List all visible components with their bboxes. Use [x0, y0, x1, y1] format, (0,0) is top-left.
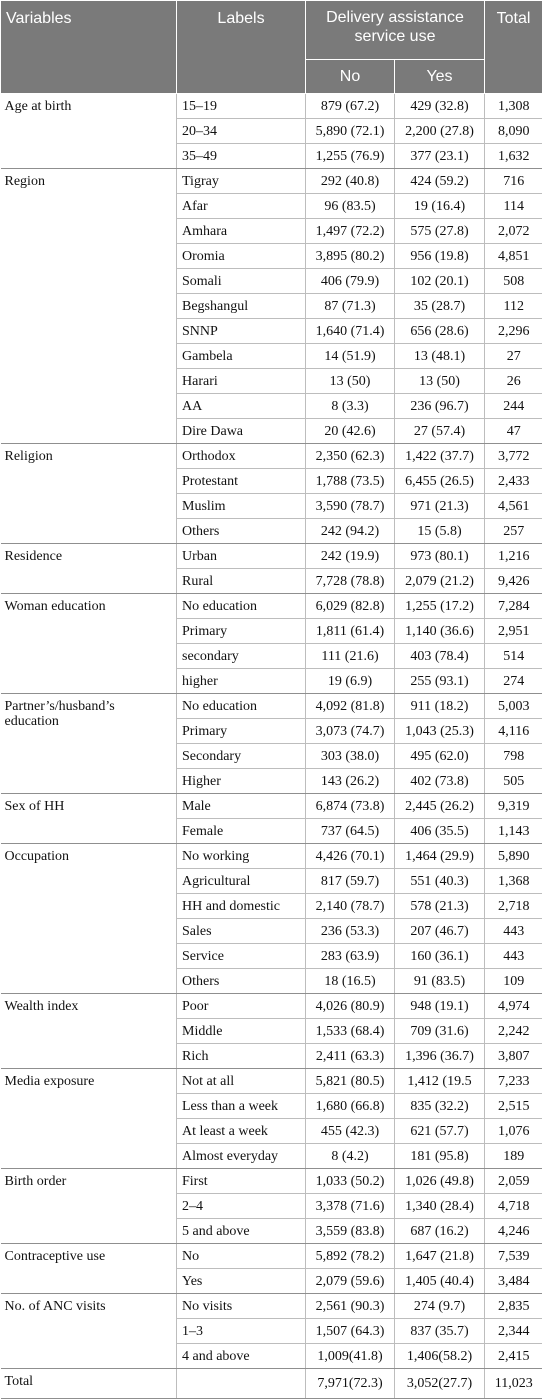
label-cell: 35–49 [177, 144, 306, 169]
no-count-cell: 143 (26.2) [306, 769, 395, 794]
no-count-cell: 8 (4.2) [306, 1144, 395, 1169]
yes-count-cell: 956 (19.8) [395, 244, 485, 269]
yes-count-cell: 27 (57.4) [395, 419, 485, 444]
yes-count-cell: 1,464 (29.9) [395, 844, 485, 869]
no-count-cell: 2,079 (59.6) [306, 1269, 395, 1294]
variable-cell: Age at birth [1, 94, 177, 169]
no-count-cell: 1,507 (64.3) [306, 1319, 395, 1344]
no-count-cell: 2,350 (62.3) [306, 444, 395, 469]
no-count-cell: 879 (67.2) [306, 94, 395, 119]
label-cell: secondary [177, 644, 306, 669]
label-cell: Muslim [177, 494, 306, 519]
no-count-cell: 242 (94.2) [306, 519, 395, 544]
no-count-cell: 3,378 (71.6) [306, 1194, 395, 1219]
total-cell: 4,116 [485, 719, 542, 744]
yes-count-cell: 13 (50) [395, 369, 485, 394]
total-cell: 9,319 [485, 794, 542, 819]
yes-count-cell: 1,396 (36.7) [395, 1044, 485, 1069]
label-cell: Oromia [177, 244, 306, 269]
yes-count-cell: 377 (23.1) [395, 144, 485, 169]
yes-count-cell: 91 (83.5) [395, 969, 485, 994]
no-count-cell: 303 (38.0) [306, 744, 395, 769]
yes-count-cell: 656 (28.6) [395, 319, 485, 344]
label-cell: Service [177, 944, 306, 969]
yes-count-cell: 1,405 (40.4) [395, 1269, 485, 1294]
variable-cell: Woman education [1, 594, 177, 694]
total-cell: 257 [485, 519, 542, 544]
total-cell: 2,515 [485, 1094, 542, 1119]
total-cell: 112 [485, 294, 542, 319]
yes-count-cell: 621 (57.7) [395, 1119, 485, 1144]
total-cell: 2,059 [485, 1169, 542, 1194]
label-cell: Others [177, 969, 306, 994]
label-cell: Secondary [177, 744, 306, 769]
table-row [1, 694, 542, 719]
label-cell: Harari [177, 369, 306, 394]
yes-count-cell: 551 (40.3) [395, 869, 485, 894]
variable-cell: No. of ANC visits [1, 1294, 177, 1369]
variable-cell: Region [1, 169, 177, 444]
total-cell: 109 [485, 969, 542, 994]
total-cell: 443 [485, 944, 542, 969]
label-cell: Agricultural [177, 869, 306, 894]
table-body [1, 94, 542, 1399]
total-cell: 4,851 [485, 244, 542, 269]
label-cell: Begshangul [177, 294, 306, 319]
label-cell: SNNP [177, 319, 306, 344]
total-cell: 8,090 [485, 119, 542, 144]
no-count-cell: 8 (3.3) [306, 394, 395, 419]
yes-count-cell: 2,445 (26.2) [395, 794, 485, 819]
total-cell: 1,368 [485, 869, 542, 894]
table-row [1, 94, 542, 119]
label-cell: At least a week [177, 1119, 306, 1144]
yes-count-cell: 575 (27.8) [395, 219, 485, 244]
no-count-cell: 292 (40.8) [306, 169, 395, 194]
no-count-cell: 2,140 (78.7) [306, 894, 395, 919]
table-row [1, 544, 542, 569]
yes-count-cell: 1,340 (28.4) [395, 1194, 485, 1219]
no-count-cell: 20 (42.6) [306, 419, 395, 444]
yes-count-cell: 19 (16.4) [395, 194, 485, 219]
label-cell: HH and domestic [177, 894, 306, 919]
no-count-cell: 283 (63.9) [306, 944, 395, 969]
no-count-cell: 4,026 (80.9) [306, 994, 395, 1019]
yes-count-cell: 429 (32.8) [395, 94, 485, 119]
label-cell: No [177, 1244, 306, 1269]
label-cell: Almost everyday [177, 1144, 306, 1169]
table-row [1, 1069, 542, 1094]
no-count-cell: 96 (83.5) [306, 194, 395, 219]
total-cell: 9,426 [485, 569, 542, 594]
label-cell: No visits [177, 1294, 306, 1319]
total-cell: 27 [485, 344, 542, 369]
table-row [1, 794, 542, 819]
header-delivery-assistance: Delivery assistance service use [306, 1, 485, 60]
table-row [1, 169, 542, 194]
no-count-cell: 242 (19.9) [306, 544, 395, 569]
label-cell: First [177, 1169, 306, 1194]
total-cell: 2,415 [485, 1344, 542, 1369]
yes-count-cell: 709 (31.6) [395, 1019, 485, 1044]
no-count-cell: 2,411 (63.3) [306, 1044, 395, 1069]
yes-count-cell: 2,200 (27.8) [395, 119, 485, 144]
label-cell: Sales [177, 919, 306, 944]
no-count-cell: 2,561 (90.3) [306, 1294, 395, 1319]
variable-cell: Occupation [1, 844, 177, 994]
variable-cell: Contraceptive use [1, 1244, 177, 1294]
yes-count-cell: 236 (96.7) [395, 394, 485, 419]
label-cell: Middle [177, 1019, 306, 1044]
label-cell: Higher [177, 769, 306, 794]
label-cell: Dire Dawa [177, 419, 306, 444]
no-count-cell: 236 (53.3) [306, 919, 395, 944]
yes-count-cell: 835 (32.2) [395, 1094, 485, 1119]
no-count-cell: 3,559 (83.8) [306, 1219, 395, 1244]
label-cell: No working [177, 844, 306, 869]
total-cell: 47 [485, 419, 542, 444]
label-cell: Tigray [177, 169, 306, 194]
total-cell: 798 [485, 744, 542, 769]
total-cell: 26 [485, 369, 542, 394]
label-cell: Protestant [177, 469, 306, 494]
label-cell: 1–3 [177, 1319, 306, 1344]
variable-cell: Media exposure [1, 1069, 177, 1169]
total-cell: 244 [485, 394, 542, 419]
no-count-cell: 5,821 (80.5) [306, 1069, 395, 1094]
total-cell: 443 [485, 919, 542, 944]
label-cell: Rich [177, 1044, 306, 1069]
label-cell: Poor [177, 994, 306, 1019]
label-cell: 20–34 [177, 119, 306, 144]
table-row [1, 1169, 542, 1194]
no-count-cell: 6,029 (82.8) [306, 594, 395, 619]
total-cell: 4,974 [485, 994, 542, 1019]
yes-count-cell: 1,255 (17.2) [395, 594, 485, 619]
label-cell: Male [177, 794, 306, 819]
yes-count-cell: 973 (80.1) [395, 544, 485, 569]
total-cell: 3,807 [485, 1044, 542, 1069]
label-cell: Gambela [177, 344, 306, 369]
no-count-cell: 1,497 (72.2) [306, 219, 395, 244]
yes-count-cell: 102 (20.1) [395, 269, 485, 294]
yes-count-cell: 15 (5.8) [395, 519, 485, 544]
yes-count-cell: 837 (35.7) [395, 1319, 485, 1344]
total-cell: 716 [485, 169, 542, 194]
yes-count-cell: 402 (73.8) [395, 769, 485, 794]
total-cell: 274 [485, 669, 542, 694]
label-cell: higher [177, 669, 306, 694]
yes-count-cell: 1,647 (21.8) [395, 1244, 485, 1269]
total-cell: 4,246 [485, 1219, 542, 1244]
total-cell: 2,072 [485, 219, 542, 244]
table-row [1, 844, 542, 869]
no-count-cell: 7,971(72.3) [306, 1369, 395, 1399]
label-cell: Primary [177, 719, 306, 744]
no-count-cell: 18 (16.5) [306, 969, 395, 994]
total-cell: 1,308 [485, 94, 542, 119]
total-cell: 5,890 [485, 844, 542, 869]
label-cell: Yes [177, 1269, 306, 1294]
table-row [1, 1294, 542, 1319]
label-cell: 15–19 [177, 94, 306, 119]
yes-count-cell: 424 (59.2) [395, 169, 485, 194]
no-count-cell: 406 (79.9) [306, 269, 395, 294]
total-cell: 189 [485, 1144, 542, 1169]
yes-count-cell: 181 (95.8) [395, 1144, 485, 1169]
yes-count-cell: 3,052(27.7) [395, 1369, 485, 1399]
total-cell: 4,718 [485, 1194, 542, 1219]
variable-cell: Wealth index [1, 994, 177, 1069]
yes-count-cell: 255 (93.1) [395, 669, 485, 694]
total-cell: 3,484 [485, 1269, 542, 1294]
label-cell: AA [177, 394, 306, 419]
total-cell: 1,216 [485, 544, 542, 569]
total-cell: 2,433 [485, 469, 542, 494]
variable-cell: Partner’s/husband’s education [1, 694, 177, 794]
label-cell: Not at all [177, 1069, 306, 1094]
total-cell: 2,835 [485, 1294, 542, 1319]
table-row [1, 1369, 542, 1399]
yes-count-cell: 274 (9.7) [395, 1294, 485, 1319]
label-cell: 4 and above [177, 1344, 306, 1369]
label-cell: Less than a week [177, 1094, 306, 1119]
yes-count-cell: 160 (36.1) [395, 944, 485, 969]
yes-count-cell: 207 (46.7) [395, 919, 485, 944]
no-count-cell: 3,590 (78.7) [306, 494, 395, 519]
label-cell: No education [177, 594, 306, 619]
label-cell: Urban [177, 544, 306, 569]
label-cell: Orthodox [177, 444, 306, 469]
total-cell: 2,242 [485, 1019, 542, 1044]
total-cell: 1,143 [485, 819, 542, 844]
total-cell: 1,076 [485, 1119, 542, 1144]
no-count-cell: 1,033 (50.2) [306, 1169, 395, 1194]
yes-count-cell: 948 (19.1) [395, 994, 485, 1019]
header-total: Total [485, 1, 542, 94]
yes-count-cell: 13 (48.1) [395, 344, 485, 369]
total-cell: 3,772 [485, 444, 542, 469]
total-cell: 508 [485, 269, 542, 294]
label-cell: Somali [177, 269, 306, 294]
label-cell: Amhara [177, 219, 306, 244]
no-count-cell: 4,426 (70.1) [306, 844, 395, 869]
yes-count-cell: 35 (28.7) [395, 294, 485, 319]
label-cell: Rural [177, 569, 306, 594]
no-count-cell: 5,890 (72.1) [306, 119, 395, 144]
total-cell: 1,632 [485, 144, 542, 169]
yes-count-cell: 971 (21.3) [395, 494, 485, 519]
variable-cell: Total [1, 1369, 177, 1399]
total-cell: 2,296 [485, 319, 542, 344]
no-count-cell: 1,255 (76.9) [306, 144, 395, 169]
label-cell [177, 1369, 306, 1399]
label-cell: 5 and above [177, 1219, 306, 1244]
no-count-cell: 817 (59.7) [306, 869, 395, 894]
no-count-cell: 1,788 (73.5) [306, 469, 395, 494]
yes-count-cell: 911 (18.2) [395, 694, 485, 719]
table-row [1, 594, 542, 619]
no-count-cell: 737 (64.5) [306, 819, 395, 844]
no-count-cell: 19 (6.9) [306, 669, 395, 694]
total-cell: 7,233 [485, 1069, 542, 1094]
variable-cell: Residence [1, 544, 177, 594]
table-row [1, 1244, 542, 1269]
label-cell: No education [177, 694, 306, 719]
yes-count-cell: 495 (62.0) [395, 744, 485, 769]
no-count-cell: 87 (71.3) [306, 294, 395, 319]
variable-cell: Sex of HH [1, 794, 177, 844]
total-cell: 2,718 [485, 894, 542, 919]
no-count-cell: 7,728 (78.8) [306, 569, 395, 594]
header-no: No [306, 60, 395, 94]
yes-count-cell: 406 (35.5) [395, 819, 485, 844]
no-count-cell: 1,009(41.8) [306, 1344, 395, 1369]
table-row [1, 444, 542, 469]
yes-count-cell: 687 (16.2) [395, 1219, 485, 1244]
yes-count-cell: 1,422 (37.7) [395, 444, 485, 469]
yes-count-cell: 1,412 (19.5 [395, 1069, 485, 1094]
variable-cell: Religion [1, 444, 177, 544]
no-count-cell: 1,680 (66.8) [306, 1094, 395, 1119]
total-cell: 114 [485, 194, 542, 219]
no-count-cell: 455 (42.3) [306, 1119, 395, 1144]
yes-count-cell: 6,455 (26.5) [395, 469, 485, 494]
label-cell: Others [177, 519, 306, 544]
total-cell: 505 [485, 769, 542, 794]
yes-count-cell: 403 (78.4) [395, 644, 485, 669]
yes-count-cell: 578 (21.3) [395, 894, 485, 919]
yes-count-cell: 1,026 (49.8) [395, 1169, 485, 1194]
label-cell: Primary [177, 619, 306, 644]
label-cell: 2–4 [177, 1194, 306, 1219]
header-yes: Yes [395, 60, 485, 94]
total-cell: 7,539 [485, 1244, 542, 1269]
header-labels: Labels [177, 1, 306, 94]
no-count-cell: 3,073 (74.7) [306, 719, 395, 744]
total-cell: 2,951 [485, 619, 542, 644]
no-count-cell: 5,892 (78.2) [306, 1244, 395, 1269]
no-count-cell: 4,092 (81.8) [306, 694, 395, 719]
label-cell: Female [177, 819, 306, 844]
total-cell: 11,023 [485, 1369, 542, 1399]
no-count-cell: 14 (51.9) [306, 344, 395, 369]
no-count-cell: 13 (50) [306, 369, 395, 394]
no-count-cell: 111 (21.6) [306, 644, 395, 669]
header-variables: Variables [1, 1, 177, 94]
yes-count-cell: 1,043 (25.3) [395, 719, 485, 744]
total-cell: 7,284 [485, 594, 542, 619]
no-count-cell: 1,811 (61.4) [306, 619, 395, 644]
yes-count-cell: 2,079 (21.2) [395, 569, 485, 594]
total-cell: 514 [485, 644, 542, 669]
yes-count-cell: 1,406(58.2) [395, 1344, 485, 1369]
label-cell: Afar [177, 194, 306, 219]
variable-cell: Birth order [1, 1169, 177, 1244]
table-row [1, 994, 542, 1019]
no-count-cell: 6,874 (73.8) [306, 794, 395, 819]
total-cell: 4,561 [485, 494, 542, 519]
yes-count-cell: 1,140 (36.6) [395, 619, 485, 644]
no-count-cell: 1,533 (68.4) [306, 1019, 395, 1044]
no-count-cell: 3,895 (80.2) [306, 244, 395, 269]
total-cell: 2,344 [485, 1319, 542, 1344]
no-count-cell: 1,640 (71.4) [306, 319, 395, 344]
table-header [1, 1, 542, 94]
total-cell: 5,003 [485, 694, 542, 719]
